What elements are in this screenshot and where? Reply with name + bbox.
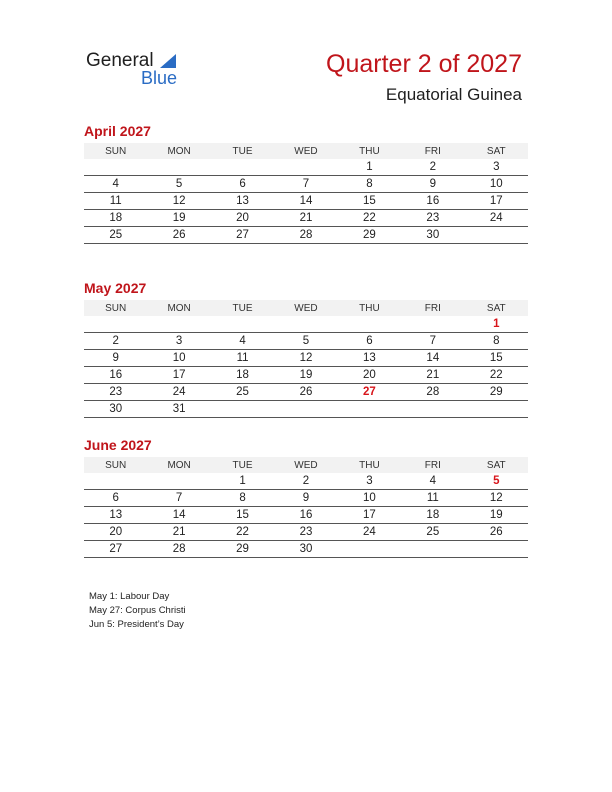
holiday-notes [89,590,186,632]
weekday-header: THU [338,457,401,473]
week-row [84,507,528,524]
month-title: May 2027 [84,280,147,296]
weekday-header: WED [274,300,337,316]
day-cell: 7 [401,333,464,350]
day-cell: 25 [401,524,464,541]
day-cell: 19 [274,367,337,384]
empty-day-cell [84,473,147,490]
day-cell: 21 [401,367,464,384]
day-cell: 17 [338,507,401,524]
day-cell: 4 [401,473,464,490]
weekday-header: TUE [211,143,274,159]
month-title: April 2027 [84,123,151,139]
month-grid [84,300,528,418]
weekday-header: SUN [84,300,147,316]
day-cell: 13 [84,507,147,524]
day-cell: 1 [211,473,274,490]
day-cell: 25 [84,227,147,244]
week-row [84,541,528,558]
day-cell: 9 [274,490,337,507]
empty-day-cell [84,316,147,333]
empty-day-cell [338,316,401,333]
week-row [84,227,528,244]
day-cell: 29 [465,384,528,401]
day-cell: 24 [465,210,528,227]
page-title: Quarter 2 of 2027 [326,50,522,78]
day-cell: 15 [211,507,274,524]
week-row [84,524,528,541]
holiday-day-cell: 27 [338,384,401,401]
week-row [84,316,528,333]
day-cell: 19 [147,210,210,227]
day-cell: 7 [147,490,210,507]
day-cell: 9 [401,176,464,193]
day-cell: 16 [274,507,337,524]
weekday-header: TUE [211,300,274,316]
day-cell: 2 [84,333,147,350]
day-cell: 24 [147,384,210,401]
day-cell: 18 [84,210,147,227]
weekday-header: SUN [84,143,147,159]
day-cell: 23 [84,384,147,401]
month-title: June 2027 [84,437,152,453]
day-cell: 30 [84,401,147,418]
day-cell: 17 [147,367,210,384]
logo [86,50,186,90]
day-cell: 6 [84,490,147,507]
day-cell: 5 [147,176,210,193]
day-cell: 16 [401,193,464,210]
week-row [84,333,528,350]
empty-day-cell [401,316,464,333]
day-cell: 26 [465,524,528,541]
empty-day-cell [274,316,337,333]
day-cell: 12 [147,193,210,210]
holiday-day-cell: 1 [465,316,528,333]
day-cell: 21 [147,524,210,541]
weekday-header: WED [274,457,337,473]
day-cell: 4 [211,333,274,350]
week-row [84,490,528,507]
week-row [84,193,528,210]
empty-day-cell [84,159,147,176]
week-row [84,367,528,384]
week-row [84,384,528,401]
day-cell: 31 [147,401,210,418]
day-cell: 21 [274,210,337,227]
empty-day-cell [274,159,337,176]
month-may [84,279,528,418]
day-cell: 18 [401,507,464,524]
day-cell: 7 [274,176,337,193]
month-grid [84,457,528,558]
day-cell: 3 [338,473,401,490]
country-name: Equatorial Guinea [385,85,522,104]
empty-day-cell [338,541,401,558]
day-cell: 20 [84,524,147,541]
day-cell: 22 [211,524,274,541]
day-cell: 6 [211,176,274,193]
day-cell: 30 [401,227,464,244]
day-cell: 14 [147,507,210,524]
day-cell: 12 [274,350,337,367]
month-june [84,436,528,558]
week-row [84,473,528,490]
week-row [84,401,528,418]
empty-day-cell [147,316,210,333]
day-cell: 12 [465,490,528,507]
day-cell: 23 [274,524,337,541]
month-april [84,122,528,244]
day-cell: 11 [84,193,147,210]
day-cell: 20 [211,210,274,227]
weekday-header: THU [338,143,401,159]
day-cell: 30 [274,541,337,558]
day-cell: 9 [84,350,147,367]
logo-triangle-icon [160,54,176,68]
day-cell: 26 [147,227,210,244]
day-cell: 20 [338,367,401,384]
day-cell: 13 [338,350,401,367]
day-cell: 5 [274,333,337,350]
day-cell: 15 [465,350,528,367]
day-cell: 2 [274,473,337,490]
week-row [84,159,528,176]
day-cell: 3 [465,159,528,176]
empty-day-cell [465,541,528,558]
empty-day-cell [465,401,528,418]
holiday-note: Jun 5: President’s Day [89,619,184,630]
empty-day-cell [147,159,210,176]
weekday-header: TUE [211,457,274,473]
logo-general-text: General [86,50,154,71]
weekday-header: WED [274,143,337,159]
empty-day-cell [465,227,528,244]
empty-day-cell [274,401,337,418]
weekday-header: SAT [465,143,528,159]
day-cell: 10 [465,176,528,193]
day-cell: 1 [338,159,401,176]
holiday-day-cell: 5 [465,473,528,490]
day-cell: 27 [211,227,274,244]
empty-day-cell [211,316,274,333]
day-cell: 16 [84,367,147,384]
day-cell: 14 [401,350,464,367]
month-grid [84,143,528,244]
weekday-header: FRI [401,300,464,316]
day-cell: 28 [147,541,210,558]
day-cell: 2 [401,159,464,176]
day-cell: 11 [211,350,274,367]
empty-day-cell [401,401,464,418]
day-cell: 11 [401,490,464,507]
holiday-note: May 27: Corpus Christi [89,605,186,616]
day-cell: 15 [338,193,401,210]
day-cell: 14 [274,193,337,210]
weekday-header: SAT [465,300,528,316]
day-cell: 4 [84,176,147,193]
empty-day-cell [401,541,464,558]
day-cell: 17 [465,193,528,210]
day-cell: 24 [338,524,401,541]
day-cell: 25 [211,384,274,401]
empty-day-cell [211,159,274,176]
empty-day-cell [211,401,274,418]
day-cell: 28 [401,384,464,401]
day-cell: 28 [274,227,337,244]
weekday-header: MON [147,143,210,159]
day-cell: 22 [465,367,528,384]
weekday-header: FRI [401,143,464,159]
day-cell: 8 [465,333,528,350]
week-row [84,350,528,367]
holiday-note: May 1: Labour Day [89,591,170,602]
day-cell: 19 [465,507,528,524]
day-cell: 29 [211,541,274,558]
empty-day-cell [338,401,401,418]
day-cell: 22 [338,210,401,227]
day-cell: 6 [338,333,401,350]
day-cell: 3 [147,333,210,350]
day-cell: 10 [338,490,401,507]
logo-blue-text: Blue [141,68,178,88]
weekday-header: MON [147,300,210,316]
weekday-header: SUN [84,457,147,473]
weekday-header: THU [338,300,401,316]
day-cell: 26 [274,384,337,401]
weekday-header: FRI [401,457,464,473]
day-cell: 27 [84,541,147,558]
week-row [84,210,528,227]
day-cell: 29 [338,227,401,244]
week-row [84,176,528,193]
day-cell: 13 [211,193,274,210]
empty-day-cell [147,473,210,490]
weekday-header: SAT [465,457,528,473]
day-cell: 10 [147,350,210,367]
day-cell: 8 [211,490,274,507]
day-cell: 18 [211,367,274,384]
day-cell: 8 [338,176,401,193]
weekday-header: MON [147,457,210,473]
day-cell: 23 [401,210,464,227]
